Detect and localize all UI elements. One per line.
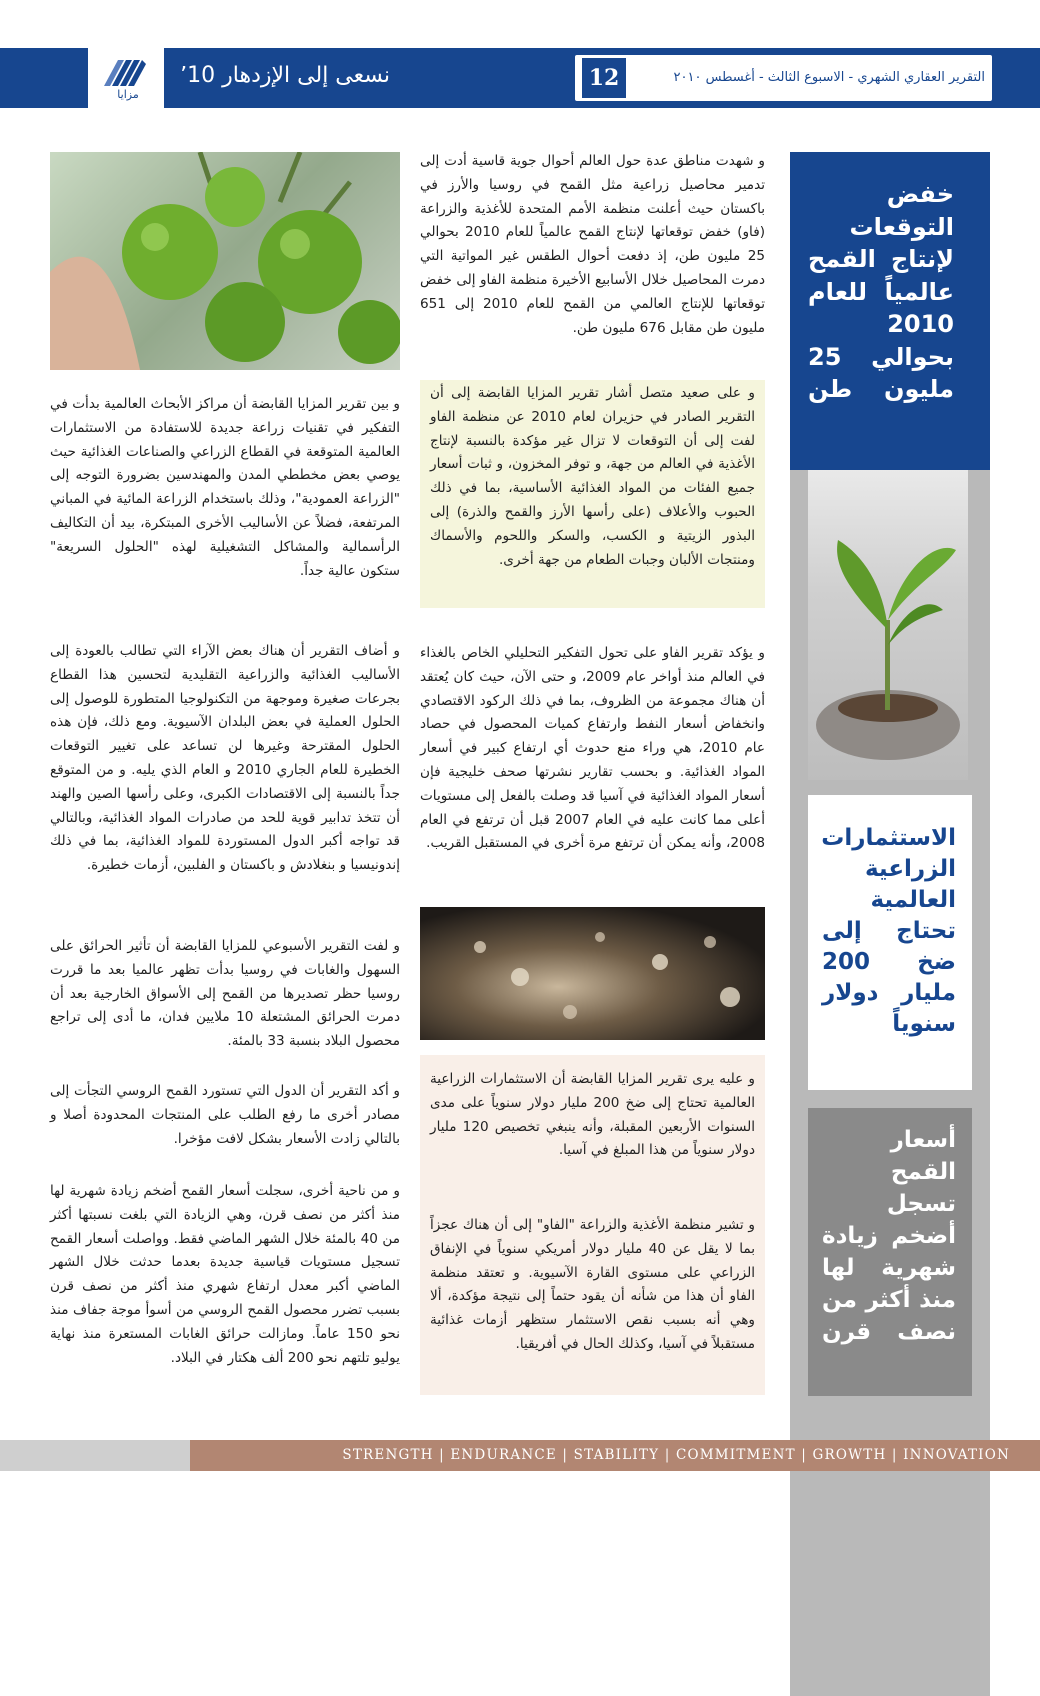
sidebar-highlight-2: الاستثمارات الزراعية العالمية تحتاج إلى ضخ 200 مليار دولار سنوياً bbox=[821, 825, 956, 1037]
water-droplets-image bbox=[420, 907, 765, 1040]
article-paragraph-2: و على صعيد متصل أشار تقرير المزايا القابضة إلى أن التقرير الصادر في حزيران لعام 2010 عن منظمة الفاو لفت إلى أن التوقعات لا تزال غير مؤكدة بالنسبة لإنتاج الأغذية في العالم من جهة، و توفر المخزون، و ثبات أسعار جميع الفئات من المواد الغذائية الأساسية، بما في ذلك الحبوب والأعلاف (على رأسها الأرز والقمح والذرة) إلى البذور الزيتية و الكسب، والسكر واللحوم والأسماك ومنتجات الألبان وجبات الطعام من جهة أخرى. bbox=[430, 385, 755, 568]
article-paragraph-6: و لفت التقرير الأسبوعي للمزايا القابضة أن تأثير الحرائق على السهول والغابات في روسيا بدأت تظهر عالميا بعد ما قررت روسيا حظر تصديرها من القمح إلى الأسواق الخارجية بعد أن دمرت الحرائق المشتعلة 10 ملايين فدان، ما أدى إلى تراجع محصول البلاد بنسبة 33 بالمئة. bbox=[50, 938, 400, 1050]
article-paragraph-4: و يؤكد تقرير الفاو على تحول التفكير التحليلي الخاص بالغذاء في العالم منذ أواخر عام 2009، و حتى الآن، حيث كان يُعتقد أن هناك مجموعة من الظروف، بما في ذلك الركود الاقتصادي وانخفاض أسعار النفط وارتفاع كميات المحصول في حصاد عام 2010، هي وراء منع حدوث أي ارتفاع كبير في أسعار المواد الغذائية. و بحسب تقارير نشرتها صحف خليجية فإن أسعار المواد الغذائية في آسيا قد وصلت بالفعل إلى مستويات أعلى مما كانت عليه في العام 2007 قبل أن ترتفع في العام 2008، وأنه يمكن أن ترتفع مرة أخرى في المستقبل القريب. bbox=[420, 645, 765, 852]
seedling-image bbox=[808, 470, 968, 780]
article-paragraph-7: و أكد التقرير أن الدول التي تستورد القمح الروسي التجأت إلى مصادر أخرى ما رفع الطلب على المنتجات المحدودة أصلا و بالتالي زادت الأسعار بشكل لافت مؤخرا. bbox=[50, 1083, 400, 1147]
article-paragraph-5: و أضاف التقرير أن هناك بعض الآراء التي تطالب بالعودة إلى الأساليب الغذائية والزراعية التقليدية لتحسين هذا القطاع بجرعات صغيرة وموجهة من التكنولوجيا المتطورة للوصول إلى الحلول العملية في بعض البلدان الآسيوية. ومع ذلك، فإن هذه الحلول المقترحة وغيرها لن تساعد على تغيير التوقعات الخطيرة للعام الجاري 2010 و العام الذي يليه. و من المتوقع جداً بالنسبة إلى الاقتصادات الكبرى، وعلى رأسها الصين والهند أن تتخذ تدابير قوية للحد من صادرات المواد الغذائية، وبالتالي قد تواجه أكبر الدول المستوردة للمواد الغذائية، بما في ذلك إندونيسيا و بنغلادش و باكستان و الفلبين، أزمات خطيرة. bbox=[50, 643, 400, 874]
footer-values: STRENGTH | ENDURANCE | STABILITY | COMMITMENT | GROWTH | INNOVATION bbox=[342, 1447, 1010, 1463]
seedling-photo bbox=[808, 470, 968, 780]
article-paragraph-9: و عليه يرى تقرير المزايا القابضة أن الاستثمارات الزراعية العالمية تحتاج إلى ضخ 200 مليار دولار سنوياً على مدى السنوات الأربعين المقبلة، وأنه ينبغي تخصيص 120 مليار دولار سنوياً من هذا المبلغ في آسيا. bbox=[430, 1071, 755, 1159]
logo bbox=[88, 48, 164, 108]
article-paragraph-8: و من ناحية أخرى، سجلت أسعار القمح أضخم زيادة شهرية لها منذ أكثر من نصف قرن، وهي الزيادة التي بلغت نسبتها أكثر من 40 بالمئة خلال الشهر الماضي فقط. وواصلت أسعار القمح تسجيل مستويات قياسية جديدة بعدما حدثت خلال الشهر الماضي أكبر معدل ارتفاع شهري منذ أكثر من نصف قرن بسبب تضرر محصول القمح الروسي من أسوأ موجة جفاف منذ نحو 150 عاماً. ومازالت حرائق الغابات المستعرة منذ نهاية يوليو تلتهم نحو 200 ألف هكتار في البلاد. bbox=[50, 1183, 400, 1366]
tomato-image bbox=[50, 152, 400, 370]
sidebar-highlight-1: خفض التوقعات لإنتاج القمح عالمياً للعام 2010 بحوالي 25 مليون طن bbox=[808, 180, 954, 403]
tomato-photo bbox=[50, 152, 400, 370]
article-paragraph-3: و بين تقرير المزايا القابضة أن مراكز الأبحاث العالمية بدأت في التفكير في تقنيات زراعة جديدة للاستفادة من الاستثمارات العالمية المتوقعة في القطاع الزراعي والصناعات الغذائية حيث يوصي بعض مخططي المدن والمهندسين بضرورة التوجه إلى "الزراعة العمودية"، وذلك باستخدام الزراعة المائية في المباني المرتفعة، فضلاً عن الأساليب الأخرى المبتكرة، بيد أن التكاليف الرأسمالية والمشاكل التشغيلية لهذه "الحلول السريعة" ستكون عالية جداً. bbox=[50, 396, 400, 579]
slogan: نسعى إلى الإزدهار ٬10 bbox=[180, 63, 390, 88]
sidebar-highlight-3: أسعار القمح تسجل أضخم زيادة شهرية لها منذ أكثر من نصف قرن bbox=[822, 1127, 956, 1345]
water-droplets-photo bbox=[420, 907, 765, 1040]
report-title: التقرير العقاري الشهري - الاسبوع الثالث - أغسطس ٢٠١٠ bbox=[673, 70, 985, 85]
logo-text: مزايا bbox=[117, 88, 139, 101]
article-paragraph-10: و تشير منظمة الأغذية والزراعة "الفاو" إلى أن هناك عجزاً بما لا يقل عن 40 مليار دولار أمريكي سنوياً في الإنفاق الزراعي على مستوى القارة الآسيوية. و تعتقد منظمة الفاو أن هذا من شأنه أن يقود حتماً إلى نتيجة مؤكدة، ألا وهي أنه بسبب نقص الاستثمار ستظهر أزمات غذائية مستقبلاً في آسيا، وكذلك الحال في أفريقيا. bbox=[430, 1217, 755, 1352]
mazaya-logo-icon bbox=[98, 56, 154, 90]
page-number: 12 bbox=[582, 58, 626, 98]
article-paragraph-1: و شهدت مناطق عدة حول العالم أحوال جوية قاسية أدت إلى تدمير محاصيل زراعية مثل القمح في روسيا والأرز في باكستان حيث أعلنت منظمة الأمم المتحدة للأغذية والزراعة (فاو) خفض توقعاتها لإنتاج القمح عالمياً للعام 2010 بحوالي 25 مليون طن، إذ دفعت أحوال الطقس غير المواتية التي دمرت المحاصيل خلال الأسابيع الأخيرة منظمة الفاو إلى خفض توقعاتها للإنتاج العالمي من القمح للعام 2010 إلى 651 مليون طن مقابل 676 مليون طن. bbox=[420, 153, 765, 336]
